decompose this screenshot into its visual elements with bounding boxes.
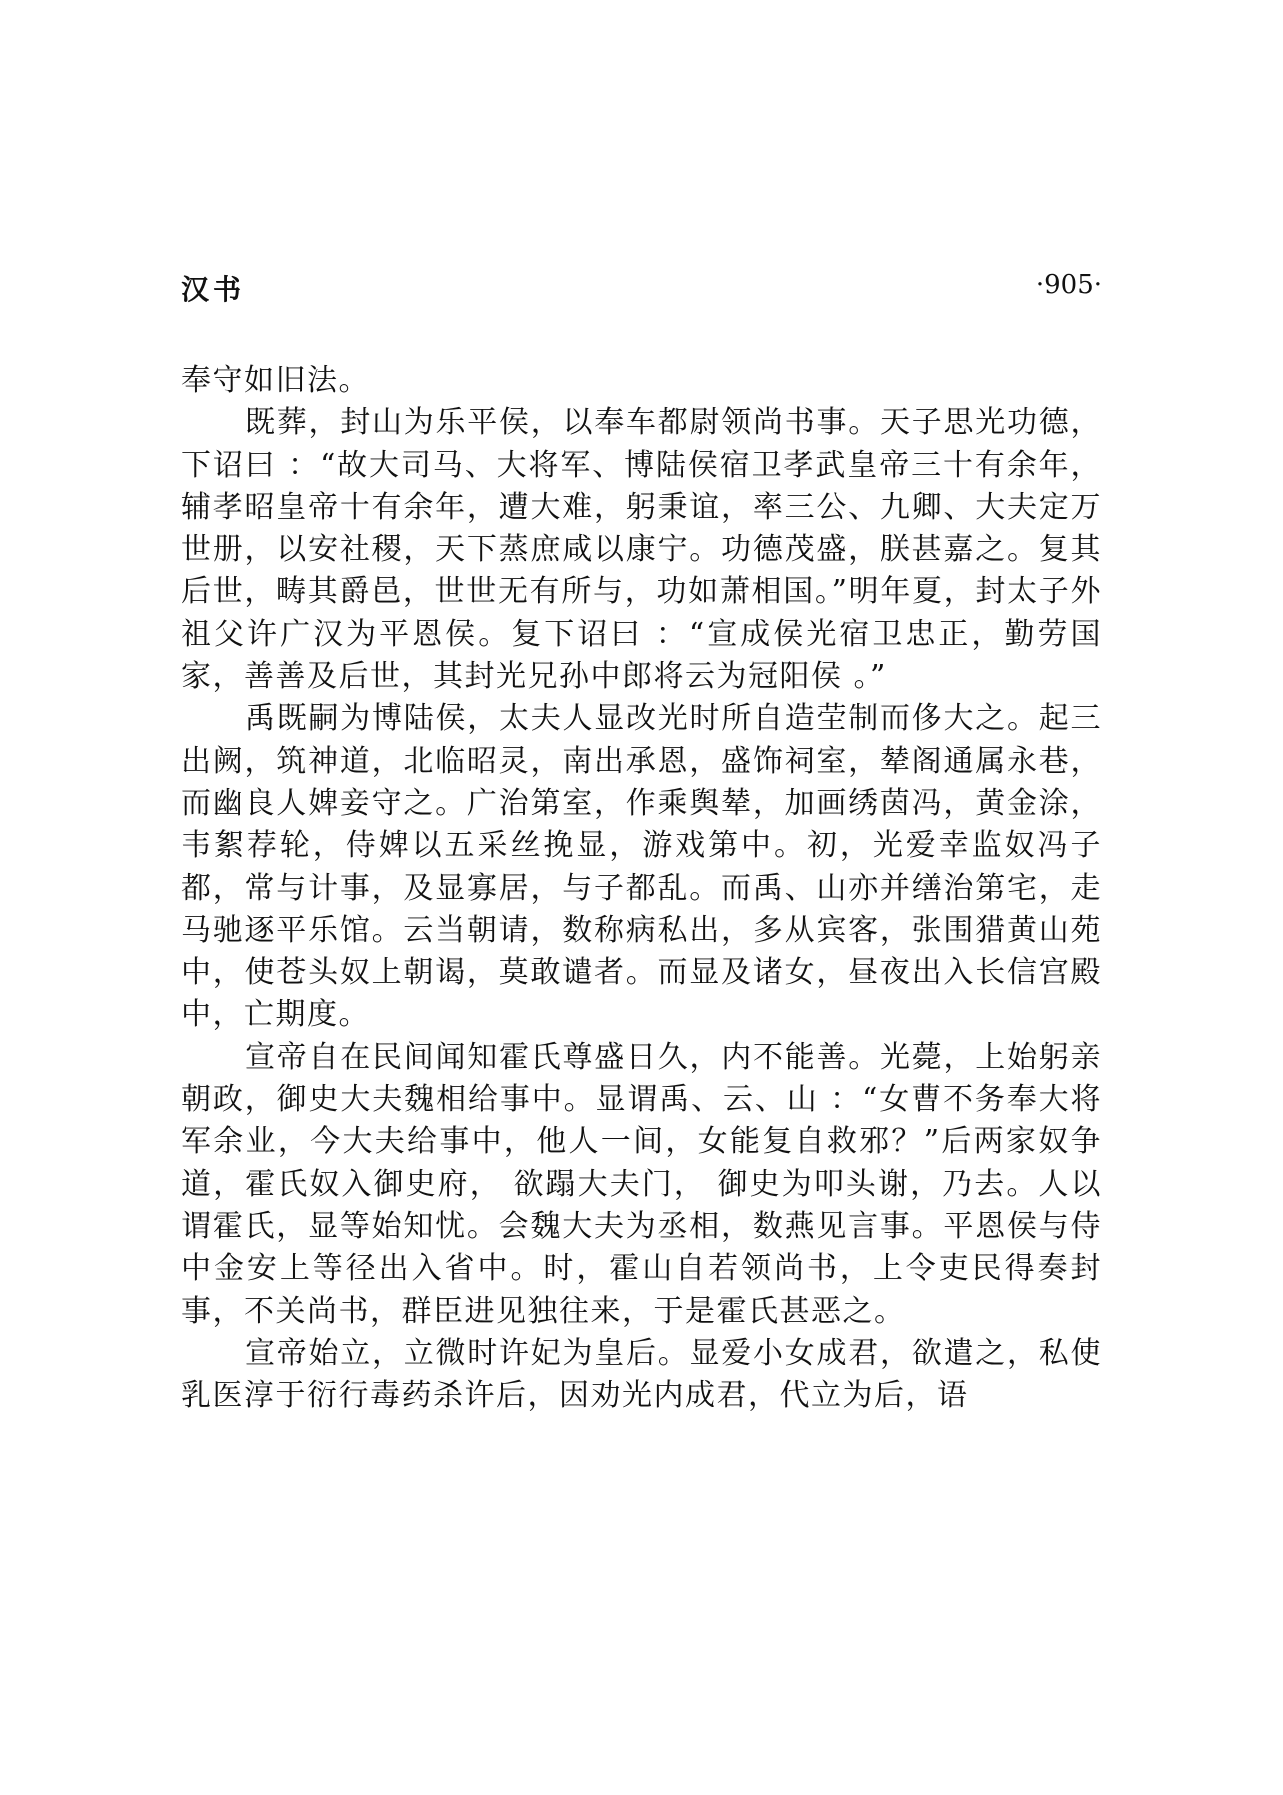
- paragraph-5: 宣帝始立，立微时许妃为皇后。显爱小女成君，欲遣之，私使乳医淳于衍行毒药杀许后，因劝光内成君，代立为后，语: [181, 1335, 1102, 1414]
- body-text: [181, 360, 1102, 1417]
- paragraph-2: 既葬，封山为乐平侯，以奉车都尉领尚书事。天子思光功德，下诏曰 ：“故大司马、大将军、博陆侯宿卫孝武皇帝三十有余年，辅孝昭皇帝十有余年，遭大难，躬秉谊，率三公、九卿、大夫定万世册，以安社稷，天下蒸庶咸以康宁。功德茂盛，朕甚嘉之。复其后世，畴其爵邑，世世无有所与，功如萧相国。”明年夏，封太子外祖父许广汉为平恩侯。复下诏曰 ：“宣成侯光宿卫忠正，勤劳国家，善善及后世，其封光兄孙中郎将云为冠阳侯 。”: [181, 405, 1102, 695]
- page-header: [181, 268, 1102, 308]
- paragraph-3: 禹既嗣为博陆侯，太夫人显改光时所自造茔制而侈大之。起三出阙，筑神道，北临昭灵，南出承恩，盛饰祠室，辇阁通属永巷，而幽良人婢妾守之。广治第室，作乘舆辇，加画绣茵冯，黄金涂，韦絮荐轮，侍婢以五采丝挽显，游戏第中。初，光爱幸监奴冯子都，常与计事，及显寡居，与子都乱。而禹、山亦并缮治第宅，走马驰逐平乐馆。云当朝请，数称病私出，多从宾客，张围猎黄山苑中，使苍头奴上朝谒，莫敢谴者。而显及诸女，昼夜出入长信宫殿中，亡期度。: [181, 701, 1102, 1033]
- page-number: ·905·: [1035, 270, 1102, 300]
- book-title: 汉书: [181, 273, 246, 306]
- paragraph-1: 奉守如旧法。: [181, 363, 370, 398]
- paragraph-4: 宣帝自在民间闻知霍氏尊盛日久，内不能善。光薨，上始躬亲朝政，御史大夫魏相给事中。显谓禹、云、山 ：“女曹不务奉大将军余业，今大夫给事中，他人一间，女能复自救邪？”后两家奴争道，霍氏奴入御史府， 欲蹋大夫门， 御史为叩头谢，乃去。人以谓霍氏，显等始知忧。会魏大夫为丞相，数燕见言事。平恩侯与侍中金安上等径出入省中。时，霍山自若领尚书，上令吏民得奏封事，不关尚书，群臣进见独往来，于是霍氏甚恶之。: [181, 1039, 1102, 1329]
